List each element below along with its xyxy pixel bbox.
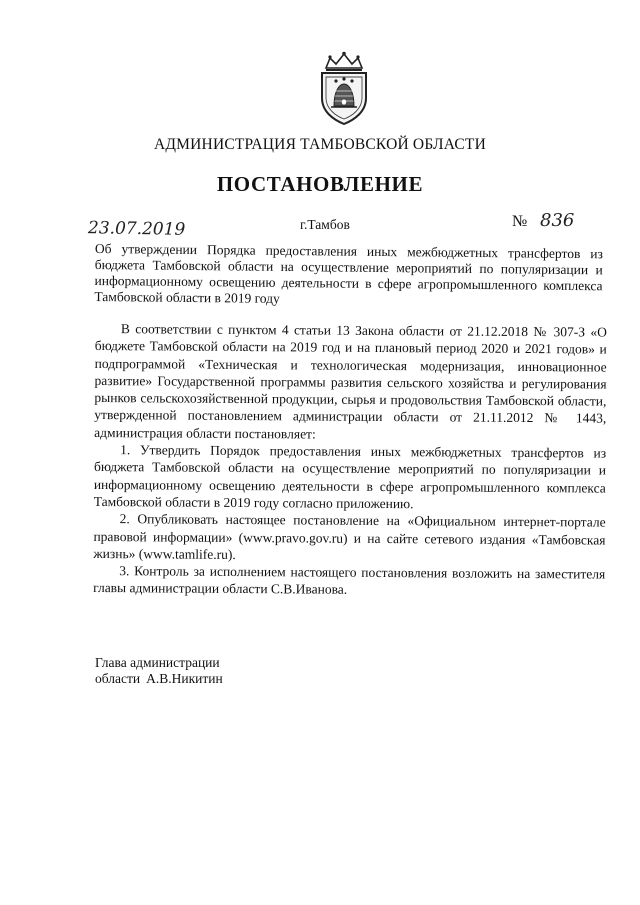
- resolution-item-1: 1. Утвердить Порядок предоставления иных межбюджетных трансфертов из бюджета Тамбовской области на осуществление мероприятий по популяризации и информационному освещению деятельности в сфере агропромышленного комплекса Тамбовской области в 2019 году согласно приложению.: [93, 442, 607, 512]
- signature-block: [95, 655, 223, 687]
- preamble-paragraph: В соответствии с пунктом 4 статьи 13 Закона области от 21.12.2018 № 307-З «О бюджете Тамбовской области на 2019 год и на плановый период 2020 и 2021 годов» и подпрограммой «Техническая и технологическая модернизация, инновационное развитие» Государственной программы развития сельского хозяйства и регулирования рынков сельскохозяйственной продукции, сырья и продовольствия Тамбовской области, утвержденной постановлением администрации области от 21.11.2012 № 1443, администрация области постановляет:: [94, 321, 607, 442]
- document-number-label: №: [512, 213, 528, 230]
- coat-of-arms-icon: [312, 50, 376, 126]
- document-city: г.Тамбов: [300, 217, 350, 232]
- signature-name-line: [95, 671, 223, 687]
- signature-title-line: Глава администрации: [95, 655, 220, 670]
- document-subject: Об утверждении Порядка предоставления иных межбюджетных трансфертов из бюджета Тамбовской области на осуществление мероприятий по популяризации и информационному освещению деятельности в сфере агропромышленного комплекса Тамбовской области в 2019 году: [94, 241, 603, 306]
- signatory-name: А.В.Никитин: [146, 671, 223, 686]
- document-body: [93, 320, 607, 600]
- resolution-item-3: 3. Контроль за исполнением настоящего постановления возложить на заместителя главы администрации области С.В.Иванова.: [93, 563, 606, 598]
- signature-region: области: [95, 671, 141, 686]
- resolution-item-2: 2. Опубликовать настоящее постановление на «Официальном интернет-портале правовой информации» (www.pravo.gov.ru) и на сайте сетевого издания «Тамбовская жизнь» (www.tamlife.ru).: [93, 511, 606, 562]
- authority-name: АДМИНИСТРАЦИЯ ТАМБОВСКОЙ ОБЛАСТИ: [154, 136, 486, 153]
- document-date: 23.07.2019: [87, 218, 186, 240]
- document-number: 836: [540, 210, 575, 231]
- document-title: ПОСТАНОВЛЕНИЕ: [216, 172, 424, 196]
